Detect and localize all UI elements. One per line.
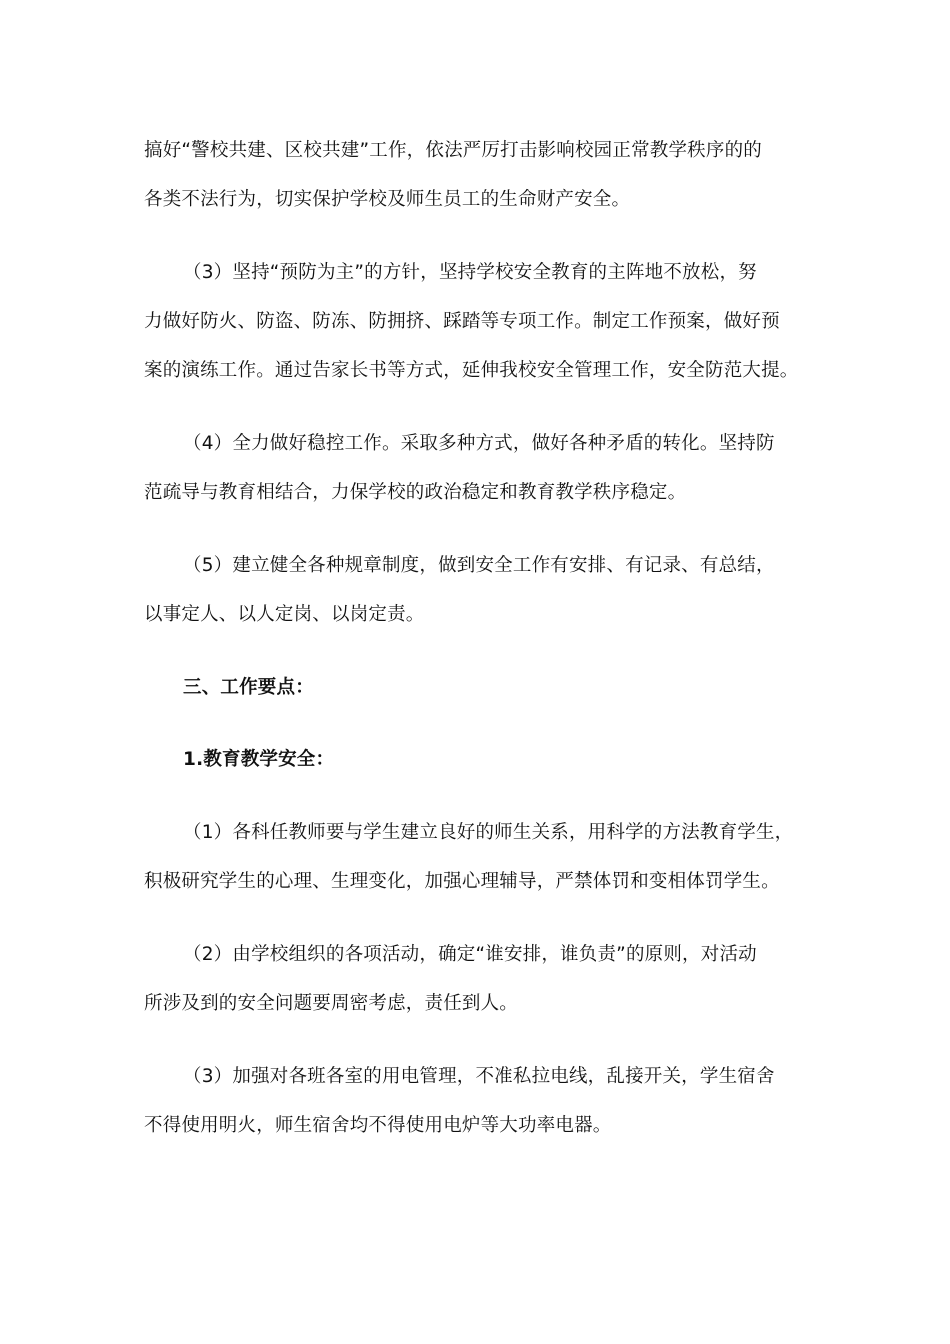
- paragraph-line: 各类不法行为，切实保护学校及师生员工的生命财产安全。: [144, 189, 631, 210]
- paragraph-line: 以事定人、以人定岗、以岗定责。: [144, 604, 425, 625]
- paragraph-line: （3）坚持“预防为主”的方针，坚持学校安全教育的主阵地不放松，努: [183, 262, 757, 283]
- section-heading: 三、工作要点：: [183, 677, 314, 698]
- paragraph-line: 所涉及到的安全问题要周密考虑，责任到人。: [144, 993, 519, 1014]
- paragraph-line: 力做好防火、防盗、防冻、防拥挤、踩踏等专项工作。制定工作预案，做好预: [144, 311, 780, 332]
- subsection-heading: 1.教育教学安全：: [183, 749, 335, 770]
- paragraph-line: （2）由学校组织的各项活动，确定“谁安排，谁负责”的原则，对活动: [183, 944, 757, 965]
- paragraph-line: （5）建立健全各种规章制度，做到安全工作有安排、有记录、有总结，: [183, 555, 775, 576]
- paragraph-line: 范疏导与教育相结合，力保学校的政治稳定和教育教学秩序稳定。: [144, 482, 687, 503]
- paragraph-line: （1）各科任教师要与学生建立良好的师生关系，用科学的方法教育学生，: [183, 822, 794, 843]
- paragraph-line: （4）全力做好稳控工作。采取多种方式，做好各种矛盾的转化。坚持防: [183, 433, 775, 454]
- paragraph-line: 不得使用明火，师生宿舍均不得使用电炉等大功率电器。: [144, 1115, 612, 1136]
- paragraph-line: 案的演练工作。通过告家长书等方式，延伸我校安全管理工作，安全防范大提。: [144, 360, 799, 381]
- paragraph-line: 搞好“警校共建、区校共建”工作，依法严厉打击影响校园正常教学秩序的的: [144, 140, 762, 161]
- paragraph-line: 积极研究学生的心理、生理变化，加强心理辅导，严禁体罚和变相体罚学生。: [144, 871, 780, 892]
- paragraph-line: （3）加强对各班各室的用电管理，不准私拉电线，乱接开关，学生宿舍: [183, 1066, 775, 1087]
